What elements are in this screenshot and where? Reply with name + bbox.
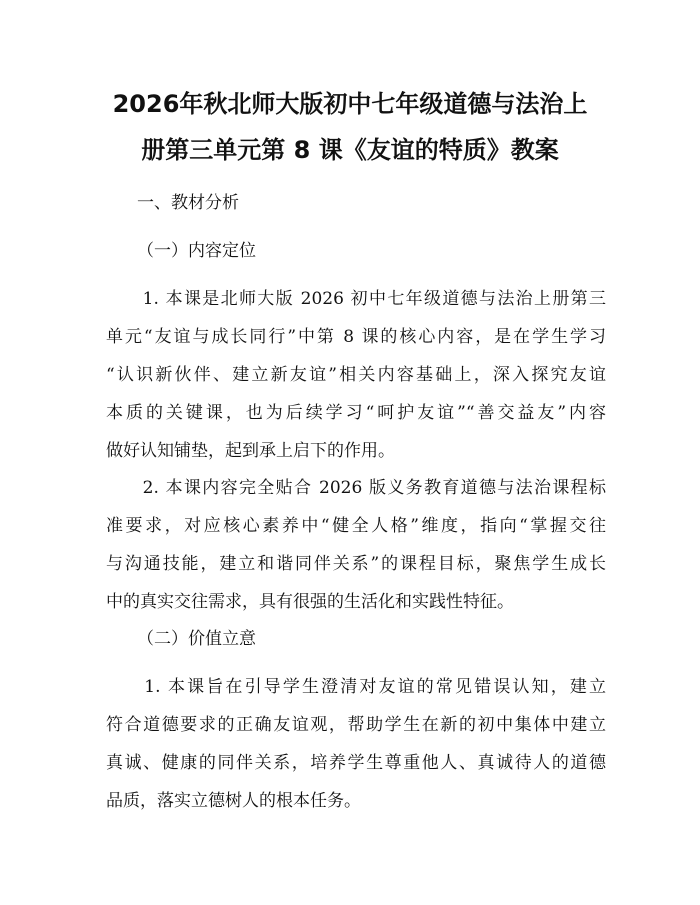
paragraph-line: 1. 本课旨在引导学生澄清对友谊的常见错误认知，建立 bbox=[106, 677, 606, 697]
paragraph-line: 符合道德要求的正确友谊观，帮助学生在新的初中集体中建立 bbox=[106, 715, 606, 735]
paragraph-value-orientation-1 bbox=[106, 668, 606, 820]
paragraph-line: 真诚、健康的同伴关系，培养学生尊重他人、真诚待人的道德 bbox=[106, 753, 606, 773]
paragraph-line: 本质的关键课，也为后续学习“呵护友谊”“善交益友”内容 bbox=[106, 403, 606, 423]
paragraph-content-positioning-1 bbox=[106, 280, 606, 470]
paragraph-line: 品质，落实立德树人的根本任务。 bbox=[106, 791, 361, 811]
paragraph-line: “认识新伙伴、建立新友谊”相关内容基础上，深入探究友谊 bbox=[106, 365, 606, 385]
paragraph-line: 2. 本课内容完全贴合 2026 版义务教育道德与法治课程标 bbox=[106, 478, 606, 498]
subsection-heading-content-positioning: （一）内容定位 bbox=[137, 241, 256, 261]
paragraph-line: 做好认知铺垫，起到承上启下的作用。 bbox=[106, 441, 395, 461]
paragraph-line: 1. 本课是北师大版 2026 初中七年级道德与法治上册第三 bbox=[106, 289, 606, 309]
paragraph-line: 中的真实交往需求，具有很强的生活化和实践性特征。 bbox=[106, 592, 514, 612]
paragraph-content-positioning-2 bbox=[106, 469, 606, 621]
paragraph-line: 准要求，对应核心素养中“健全人格”维度，指向“掌握交往 bbox=[106, 516, 606, 536]
document-title-line-2: 册第三单元第 8 课《友谊的特质》教案 bbox=[141, 136, 559, 164]
subsection-heading-value-orientation: （二）价值立意 bbox=[137, 629, 256, 649]
document-title-line-1: 2026年秋北师大版初中七年级道德与法治上 bbox=[112, 90, 588, 118]
section-heading-teaching-material-analysis: 一、教材分析 bbox=[137, 193, 239, 213]
paragraph-line: 单元“友谊与成长同行”中第 8 课的核心内容，是在学生学习 bbox=[106, 327, 606, 347]
paragraph-line: 与沟通技能，建立和谐同伴关系”的课程目标，聚焦学生成长 bbox=[106, 554, 606, 574]
